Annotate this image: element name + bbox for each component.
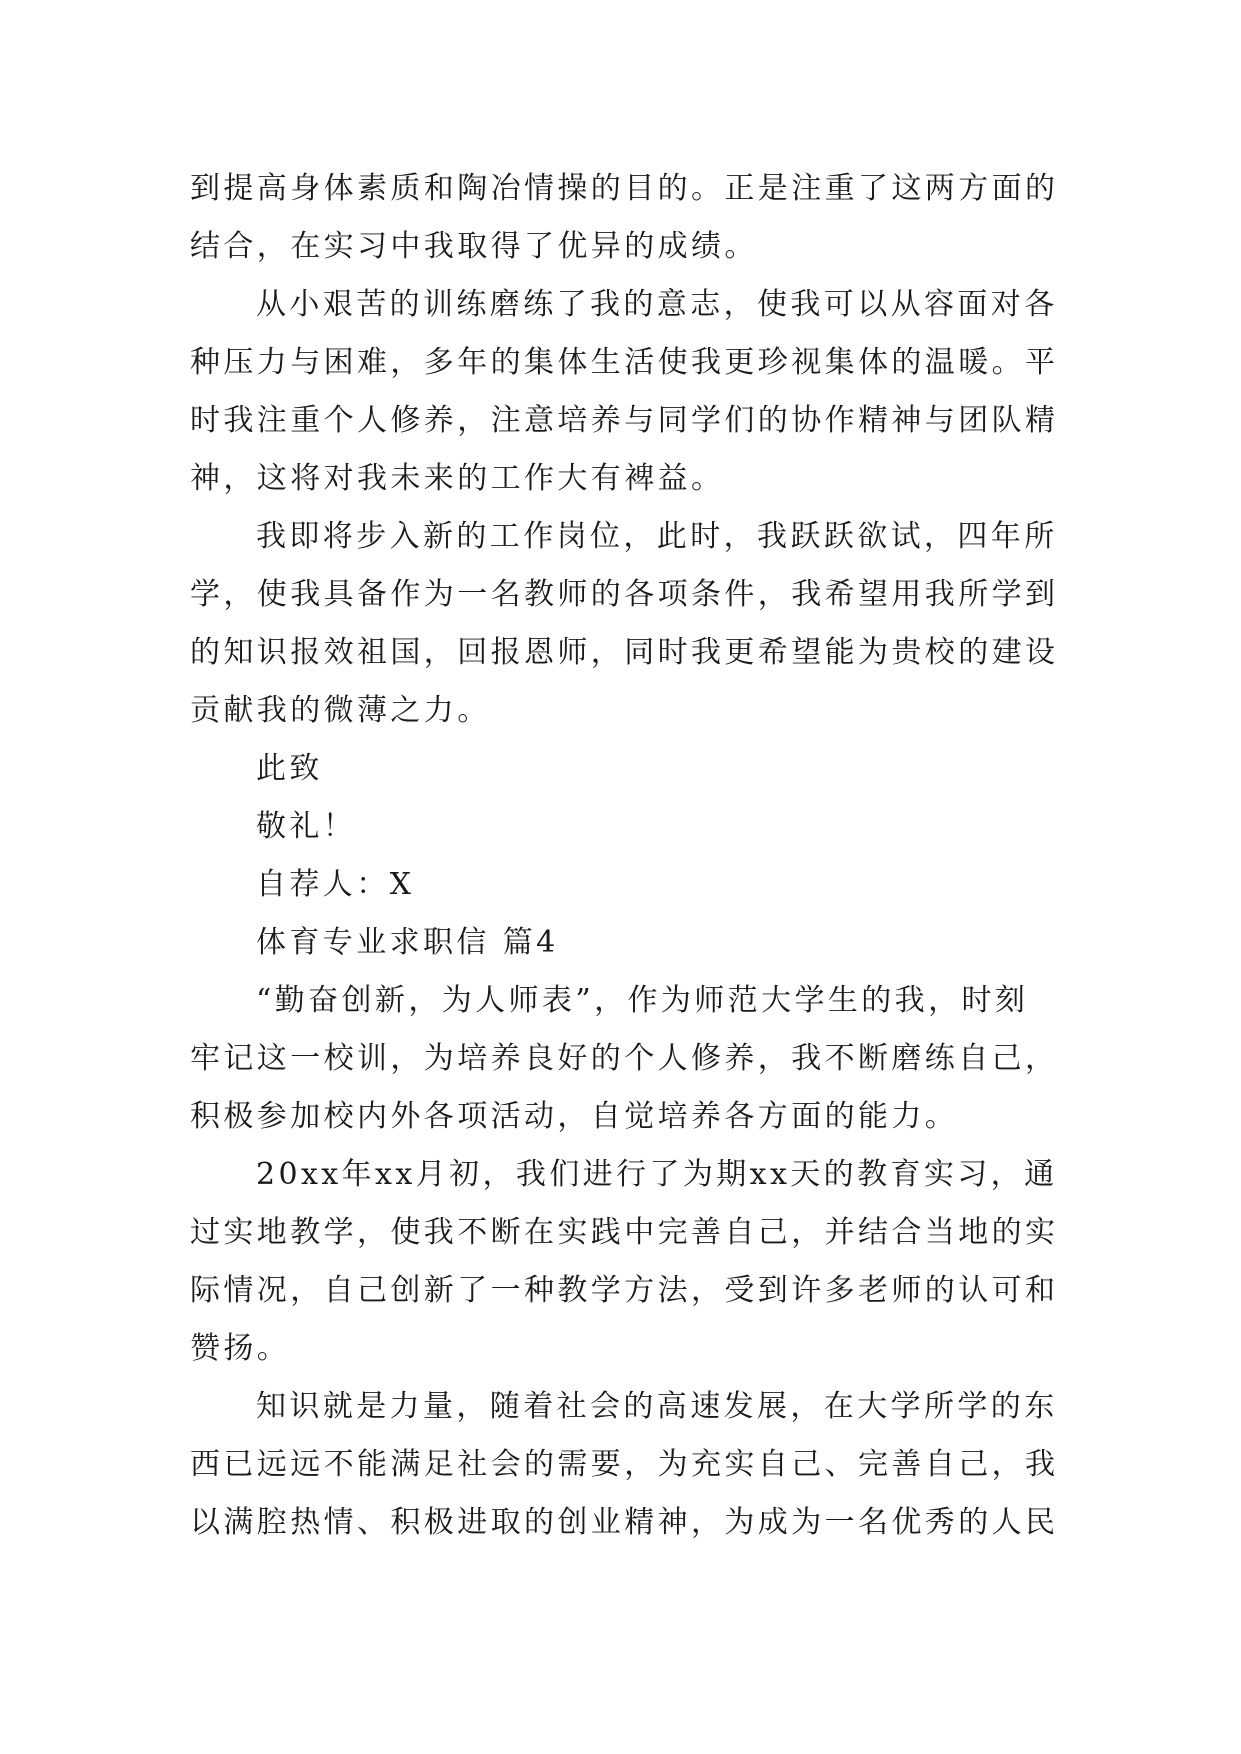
text-line: 敬礼！ <box>256 809 357 844</box>
text-line: “勤奋创新，为人师表”，作为师范大学生的我，时刻 <box>256 983 1029 1018</box>
text-line: 神，这将对我未来的工作大有裨益。 <box>190 461 725 496</box>
text-line: 结合，在实习中我取得了优异的成绩。 <box>190 229 758 264</box>
text-line: 过实地教学，使我不断在实践中完善自己，并结合当地的实 <box>190 1215 1059 1250</box>
text-line: 贡献我的微薄之力。 <box>190 693 491 728</box>
text-line: 知识就是力量，随着社会的高速发展，在大学所学的东 <box>256 1389 1058 1424</box>
text-line: 自荐人：X <box>256 867 415 902</box>
text-line: 积极参加校内外各项活动，自觉培养各方面的能力。 <box>190 1099 959 1134</box>
text-line: 学，使我具备作为一名教师的各项条件，我希望用我所学到 <box>190 577 1059 612</box>
text-line: 从小艰苦的训练磨练了我的意志，使我可以从容面对各 <box>256 287 1058 322</box>
text-line: 赞扬。 <box>190 1331 291 1366</box>
text-line: 的知识报效祖国，回报恩师，同时我更希望能为贵校的建设 <box>190 635 1059 670</box>
text-line: 我即将步入新的工作岗位，此时，我跃跃欲试，四年所 <box>256 519 1058 554</box>
text-line: 西已远远不能满足社会的需要，为充实自己、完善自己，我 <box>190 1447 1059 1482</box>
text-line: 种压力与困难，多年的集体生活使我更珍视集体的温暖。平 <box>190 345 1059 380</box>
text-line: 到提高身体素质和陶冶情操的目的。正是注重了这两方面的 <box>190 171 1059 206</box>
document-body <box>190 160 1060 1552</box>
text-line: 20xx年xx月初，我们进行了为期xx天的教育实习，通 <box>256 1157 1058 1192</box>
text-line: 时我注重个人修养，注意培养与同学们的协作精神与团队精 <box>190 403 1059 438</box>
text-line: 体育专业求职信 篇4 <box>256 925 559 960</box>
text-line: 际情况，自己创新了一种教学方法，受到许多老师的认可和 <box>190 1273 1059 1308</box>
text-line: 以满腔热情、积极进取的创业精神，为成为一名优秀的人民 <box>190 1505 1059 1540</box>
text-line: 此致 <box>256 751 323 786</box>
text-line: 牢记这一校训，为培养良好的个人修养，我不断磨练自己， <box>190 1041 1059 1076</box>
